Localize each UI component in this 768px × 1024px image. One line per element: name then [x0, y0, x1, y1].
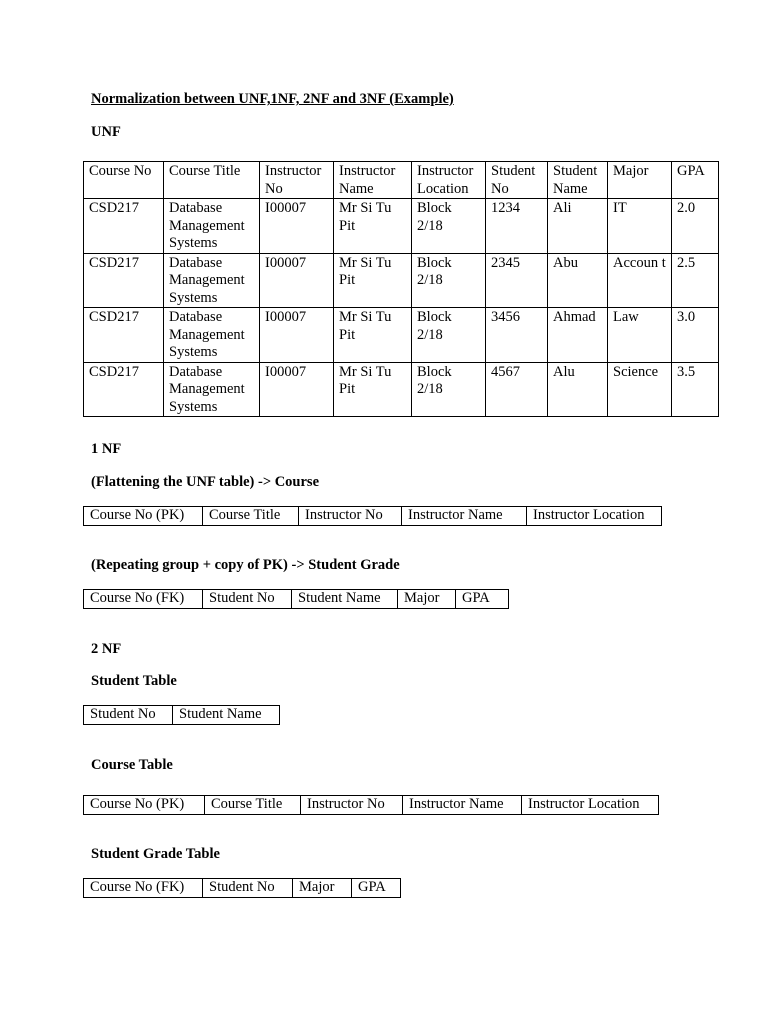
table-cell: Accoun t [608, 253, 672, 308]
unf-header-cell: Course No [84, 162, 164, 199]
table-cell: I00007 [260, 199, 334, 254]
table-row [84, 796, 659, 815]
table-cell: Block 2/18 [412, 362, 486, 417]
table-cell: CSD217 [84, 199, 164, 254]
table-cell: CSD217 [84, 253, 164, 308]
table-cell: Science [608, 362, 672, 417]
table-row [84, 308, 719, 363]
table-cell: Block 2/18 [412, 308, 486, 363]
nf1-course-table [83, 506, 662, 526]
table-cell: Instructor Location [522, 796, 659, 815]
table-cell: Instructor No [301, 796, 403, 815]
unf-header-row [84, 162, 719, 199]
nf1-grade-caption: (Repeating group + copy of PK) -> Student Grade [91, 557, 400, 573]
table-row [84, 706, 280, 725]
table-cell: Course Title [203, 507, 299, 526]
table-cell: Mr Si Tu Pit [334, 199, 412, 254]
nf2-grade-table [83, 878, 401, 898]
unf-header-cell: Course Title [164, 162, 260, 199]
table-cell: Mr Si Tu Pit [334, 308, 412, 363]
table-cell: 1234 [486, 199, 548, 254]
table-cell: Course No (PK) [84, 507, 203, 526]
table-cell: Database Management Systems [164, 199, 260, 254]
nf2-course-caption: Course Table [91, 757, 173, 773]
table-cell: Student No [203, 879, 293, 898]
table-cell: Ahmad [548, 308, 608, 363]
table-cell: Course No (FK) [84, 879, 203, 898]
unf-header-cell: Student No [486, 162, 548, 199]
table-cell: 2.0 [672, 199, 719, 254]
unf-table [83, 161, 719, 417]
table-cell: Student No [84, 706, 173, 725]
table-cell: GPA [456, 590, 509, 609]
table-cell: Major [293, 879, 352, 898]
unf-header-cell: Instructor Name [334, 162, 412, 199]
table-cell: Alu [548, 362, 608, 417]
table-cell: 2.5 [672, 253, 719, 308]
table-cell: Block 2/18 [412, 253, 486, 308]
table-cell: Instructor Location [527, 507, 662, 526]
table-cell: Major [398, 590, 456, 609]
table-cell: Course No (FK) [84, 590, 203, 609]
table-row [84, 253, 719, 308]
table-cell: 2345 [486, 253, 548, 308]
table-cell: I00007 [260, 362, 334, 417]
unf-header-cell: Instructor No [260, 162, 334, 199]
table-cell: Database Management Systems [164, 362, 260, 417]
unf-header-cell: Student Name [548, 162, 608, 199]
table-cell: CSD217 [84, 362, 164, 417]
table-cell: Course No (PK) [84, 796, 205, 815]
table-cell: CSD217 [84, 308, 164, 363]
table-cell: I00007 [260, 253, 334, 308]
table-cell: Mr Si Tu Pit [334, 362, 412, 417]
table-cell: GPA [352, 879, 401, 898]
table-cell: 3456 [486, 308, 548, 363]
unf-heading: UNF [91, 124, 121, 140]
table-cell: Abu [548, 253, 608, 308]
table-row [84, 362, 719, 417]
table-cell: 3.0 [672, 308, 719, 363]
table-cell: IT [608, 199, 672, 254]
table-cell: Student Name [173, 706, 280, 725]
unf-header-cell: GPA [672, 162, 719, 199]
nf1-grade-table [83, 589, 509, 609]
nf2-student-table [83, 705, 280, 725]
table-cell: Database Management Systems [164, 253, 260, 308]
nf2-student-caption: Student Table [91, 673, 177, 689]
table-cell: Course Title [205, 796, 301, 815]
nf2-grade-caption: Student Grade Table [91, 846, 220, 862]
nf1-course-caption: (Flattening the UNF table) -> Course [91, 474, 320, 490]
table-cell: Instructor Name [402, 507, 527, 526]
table-cell: Student No [203, 590, 292, 609]
table-cell: 3.5 [672, 362, 719, 417]
unf-header-cell: Major [608, 162, 672, 199]
table-row [84, 507, 662, 526]
nf2-heading: 2 NF [91, 641, 122, 657]
table-cell: Ali [548, 199, 608, 254]
table-cell: Law [608, 308, 672, 363]
table-cell: 4567 [486, 362, 548, 417]
nf2-course-table [83, 795, 659, 815]
table-cell: Instructor Name [403, 796, 522, 815]
document-title: Normalization between UNF,1NF, 2NF and 3NF (Example) [91, 91, 454, 107]
table-cell: Block 2/18 [412, 199, 486, 254]
table-cell: Instructor No [299, 507, 402, 526]
table-row [84, 879, 401, 898]
table-cell: Student Name [292, 590, 398, 609]
nf1-heading: 1 NF [91, 441, 122, 457]
table-row [84, 590, 509, 609]
table-cell: I00007 [260, 308, 334, 363]
table-row [84, 199, 719, 254]
table-cell: Mr Si Tu Pit [334, 253, 412, 308]
table-cell: Database Management Systems [164, 308, 260, 363]
unf-header-cell: Instructor Location [412, 162, 486, 199]
